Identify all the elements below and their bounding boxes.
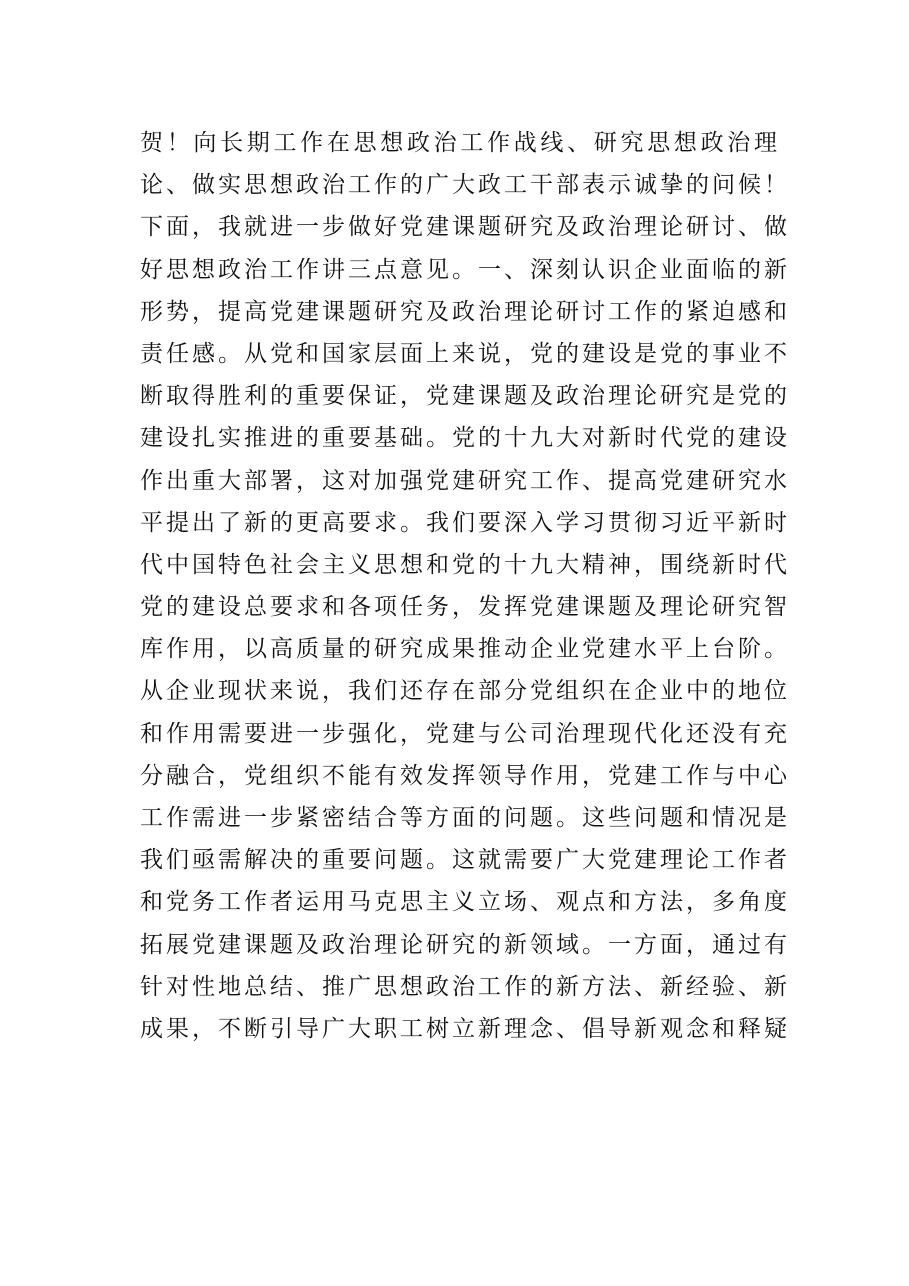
text-line: 下面，我就进一步做好党建课题研究及政治理论研讨、做 [140, 214, 790, 241]
text-line: 好思想政治工作讲三点意见。一、深刻认识企业面临的新 [140, 256, 790, 283]
text-line: 代中国特色社会主义思想和党的十九大精神，围绕新时代 [140, 551, 790, 578]
text-line: 和党务工作者运用马克思主义立场、观点和方法，多角度 [140, 889, 790, 916]
text-line: 工作需进一步紧密结合等方面的问题。这些问题和情况是 [140, 805, 790, 831]
text-line: 断取得胜利的重要保证，党建课题及政治理论研究是党的 [140, 383, 790, 410]
text-line: 拓展党建课题及政治理论研究的新领域。一方面，通过有 [140, 931, 790, 958]
text-line: 从企业现状来说，我们还存在部分党组织在企业中的地位 [140, 678, 790, 705]
text-line: 论、做实思想政治工作的广大政工干部表示诚挚的问候！ [140, 172, 790, 199]
text-line: 库作用，以高质量的研究成果推动企业党建水平上台阶。 [140, 636, 790, 663]
text-line: 平提出了新的更高要求。我们要深入学习贯彻习近平新时 [140, 509, 790, 536]
body-text [140, 122, 790, 1050]
text-line: 责任感。从党和国家层面上来说，党的建设是党的事业不 [140, 340, 790, 367]
text-line: 针对性地总结、推广思想政治工作的新方法、新经验、新 [140, 973, 790, 1000]
text-line: 形势，提高党建课题研究及政治理论研讨工作的紧迫感和 [140, 298, 790, 325]
text-line: 我们亟需解决的重要问题。这就需要广大党建理论工作者 [140, 847, 790, 874]
text-line: 贺！向长期工作在思想政治工作战线、研究思想政治理 [140, 130, 780, 156]
text-line: 建设扎实推进的重要基础。党的十九大对新时代党的建设 [140, 425, 790, 452]
text-line: 作出重大部署，这对加强党建研究工作、提高党建研究水 [140, 467, 790, 494]
text-line: 成果，不断引导广大职工树立新理念、倡导新观念和释疑 [140, 1015, 790, 1042]
text-line: 和作用需要进一步强化，党建与公司治理现代化还没有充 [140, 720, 790, 747]
text-line: 分融合，党组织不能有效发挥领导作用，党建工作与中心 [140, 762, 790, 789]
text-line: 党的建设总要求和各项任务，发挥党建课题及理论研究智 [140, 594, 790, 621]
